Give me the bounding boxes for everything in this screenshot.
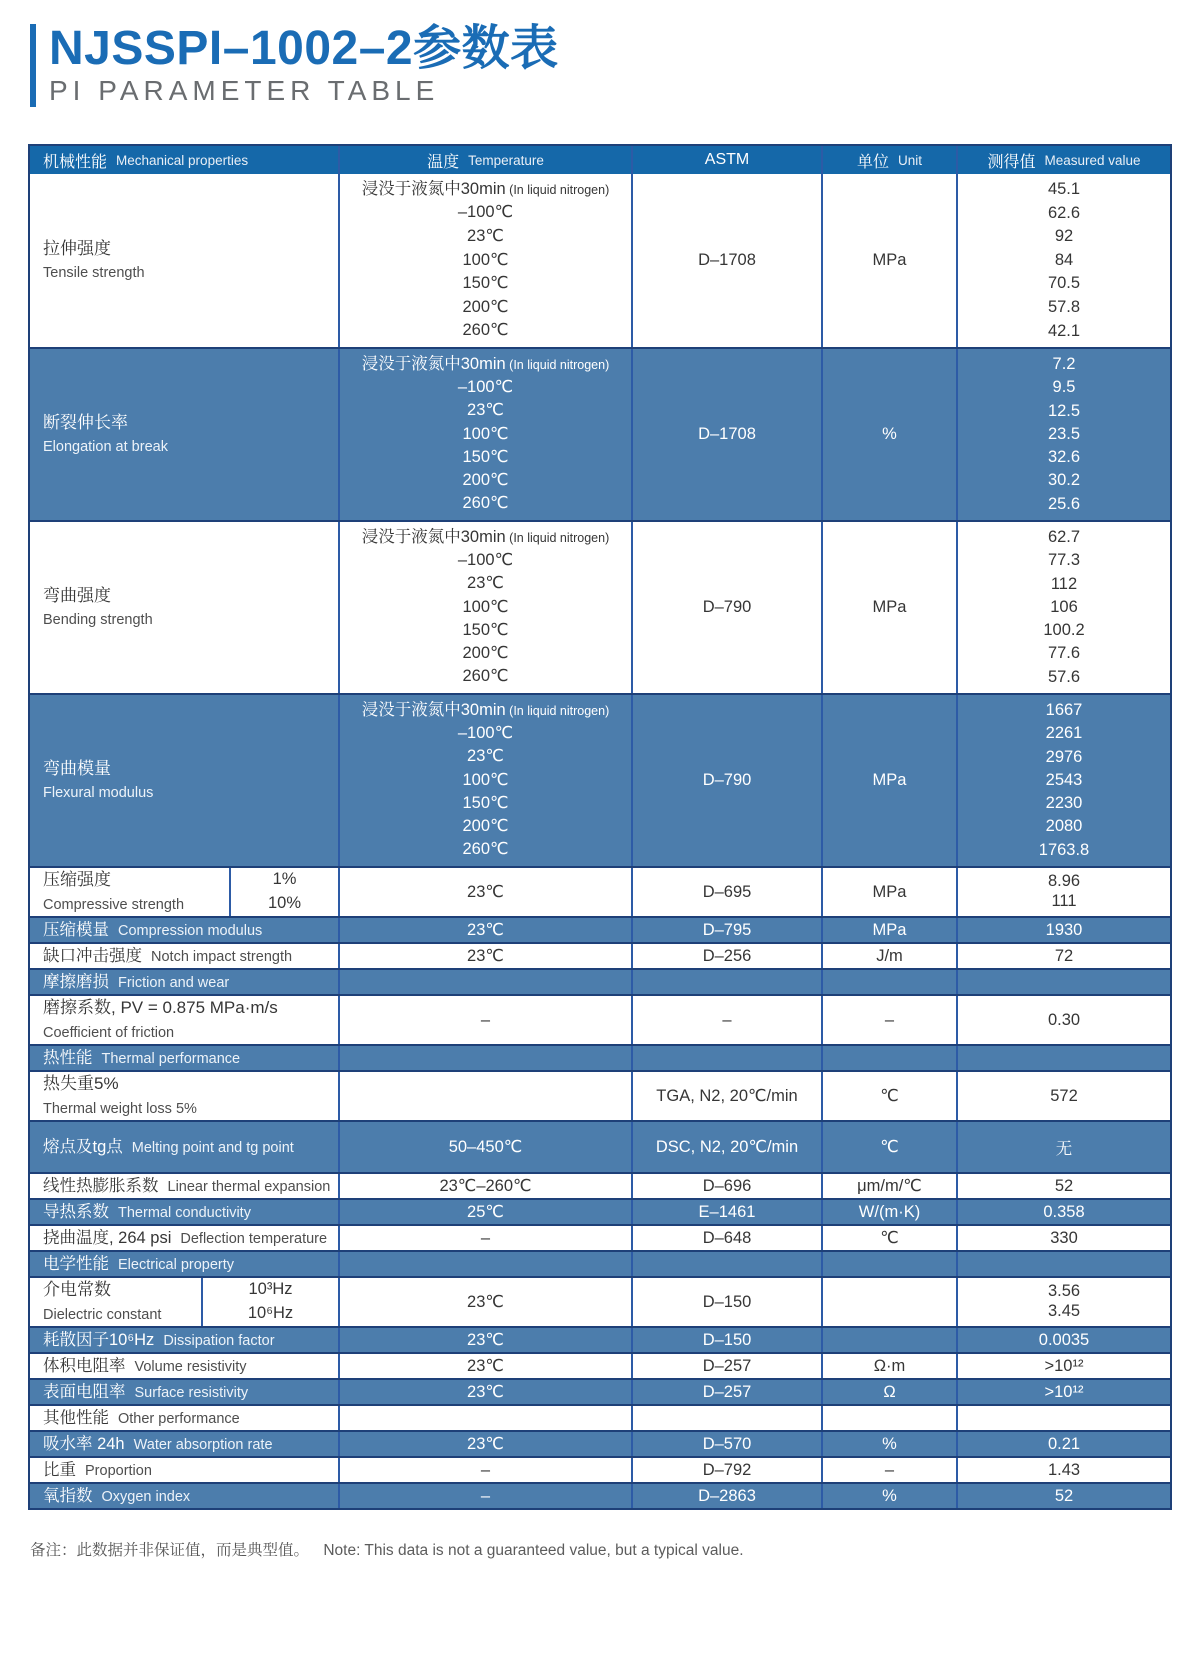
unit-cell: – bbox=[821, 996, 956, 1044]
astm-cell: D–257 bbox=[631, 1354, 821, 1378]
footnote bbox=[30, 1538, 744, 1560]
measured-value-cell: 572 bbox=[956, 1072, 1170, 1120]
measured-value-cell: 1.43 bbox=[956, 1458, 1170, 1482]
astm-cell: D–570 bbox=[631, 1432, 821, 1456]
table-row bbox=[30, 1378, 1170, 1404]
unit-cell: – bbox=[821, 1458, 956, 1482]
temperature-cell: 23℃ bbox=[338, 1432, 631, 1456]
property-cell: 比重 Proportion bbox=[43, 1460, 152, 1479]
table-row bbox=[30, 1044, 1170, 1070]
astm-cell: D–795 bbox=[631, 918, 821, 942]
measured-value-cell: 0.0035 bbox=[956, 1328, 1170, 1352]
table-row bbox=[30, 1482, 1170, 1508]
table-row bbox=[30, 1172, 1170, 1198]
astm-cell: D–1708 bbox=[631, 349, 821, 520]
table-row bbox=[30, 347, 1170, 520]
property-cell: 氧指数 Oxygen index bbox=[43, 1486, 191, 1505]
property-cell: 压缩模量 Compression modulus bbox=[43, 920, 263, 939]
astm-cell: D–648 bbox=[631, 1226, 821, 1250]
property-cell: 摩擦磨损 Friction and wear bbox=[43, 972, 230, 991]
astm-cell: D–790 bbox=[631, 522, 821, 693]
page-subtitle: PI PARAMETER TABLE bbox=[49, 74, 440, 106]
astm-cell: D–695 bbox=[631, 868, 821, 916]
property-cell: 耗散因子10⁶Hz Dissipation factor bbox=[43, 1330, 275, 1349]
property-cell: 导热系数 Thermal conductivity bbox=[43, 1202, 251, 1221]
table-row bbox=[30, 520, 1170, 693]
temperature-cell: 23℃ bbox=[338, 1328, 631, 1352]
unit-cell bbox=[821, 1278, 956, 1326]
table-row bbox=[30, 1326, 1170, 1352]
property-cell: 线性热膨胀系数 Linear thermal expansion bbox=[43, 1176, 331, 1195]
table-row bbox=[30, 174, 1170, 347]
unit-cell bbox=[821, 1328, 956, 1352]
temperature-cell: – bbox=[338, 1484, 631, 1508]
title-block bbox=[30, 24, 559, 107]
unit-cell: μm/m/℃ bbox=[821, 1174, 956, 1198]
measured-value-cell: 1667 2261 2976 2543 2230 2080 1763.8 bbox=[956, 695, 1170, 866]
table-row bbox=[30, 693, 1170, 866]
temperature-cell: 23℃–260℃ bbox=[338, 1174, 631, 1198]
title-accent-bar bbox=[30, 24, 36, 107]
table-row bbox=[30, 1404, 1170, 1430]
header-measured-value: 测得值 Measured value bbox=[956, 146, 1170, 174]
temperature-cell: 23℃ bbox=[338, 1278, 631, 1326]
header-unit: 单位 Unit bbox=[821, 146, 956, 174]
measured-value-cell: 330 bbox=[956, 1226, 1170, 1250]
unit-cell: Ω bbox=[821, 1380, 956, 1404]
temperature-cell bbox=[338, 1406, 631, 1430]
measured-value-cell: 0.30 bbox=[956, 996, 1170, 1044]
astm-cell bbox=[631, 1046, 821, 1070]
measured-value-cell bbox=[956, 1252, 1170, 1276]
unit-cell bbox=[821, 1046, 956, 1070]
unit-cell: ℃ bbox=[821, 1072, 956, 1120]
property-cell: 断裂伸长率 Elongation at break bbox=[43, 412, 168, 456]
astm-cell: D–150 bbox=[631, 1328, 821, 1352]
astm-cell bbox=[631, 1406, 821, 1430]
measured-value-cell: 7.2 9.5 12.5 23.5 32.6 30.2 25.6 bbox=[956, 349, 1170, 520]
temperature-cell: 浸没于液氮中30min (In liquid nitrogen) –100℃ 23℃ 100℃ 150℃ 200℃ 260℃ bbox=[338, 174, 631, 347]
property-cell: 熔点及tg点 Melting point and tg point bbox=[43, 1137, 294, 1156]
measured-value-cell: >10¹² bbox=[956, 1354, 1170, 1378]
page-title: NJSSPI–1002–2参数表 bbox=[49, 22, 559, 75]
measured-value-cell: >10¹² bbox=[956, 1380, 1170, 1404]
astm-cell: D–792 bbox=[631, 1458, 821, 1482]
measured-value-cell bbox=[956, 1406, 1170, 1430]
temperature-cell bbox=[338, 970, 631, 994]
property-cell: 吸水率 24h Water absorption rate bbox=[43, 1434, 273, 1453]
astm-cell: E–1461 bbox=[631, 1200, 821, 1224]
unit-cell: MPa bbox=[821, 868, 956, 916]
property-cell: 表面电阻率 Surface resistivity bbox=[43, 1382, 249, 1401]
header-mechanical-properties: 机械性能 Mechanical properties bbox=[43, 152, 249, 171]
footnote-en: Note: This data is not a guaranteed value, but a typical value. bbox=[323, 1542, 744, 1559]
table-row bbox=[30, 1070, 1170, 1120]
temperature-cell bbox=[338, 1252, 631, 1276]
astm-cell: D–2863 bbox=[631, 1484, 821, 1508]
table-row bbox=[30, 994, 1170, 1044]
temperature-cell: 23℃ bbox=[338, 868, 631, 916]
table-row bbox=[30, 1352, 1170, 1378]
temperature-cell: 23℃ bbox=[338, 1380, 631, 1404]
astm-cell: D–257 bbox=[631, 1380, 821, 1404]
table-row bbox=[30, 916, 1170, 942]
astm-cell: TGA, N2, 20℃/min bbox=[631, 1072, 821, 1120]
header-astm: ASTM bbox=[631, 146, 821, 174]
astm-cell bbox=[631, 1252, 821, 1276]
temperature-cell: 25℃ bbox=[338, 1200, 631, 1224]
table-row bbox=[30, 1250, 1170, 1276]
property-cell: 弯曲强度 Bending strength bbox=[43, 585, 153, 629]
temperature-cell bbox=[338, 1046, 631, 1070]
unit-cell bbox=[821, 1252, 956, 1276]
measured-value-cell: 72 bbox=[956, 944, 1170, 968]
property-cell: 体积电阻率 Volume resistivity bbox=[43, 1356, 247, 1375]
temperature-cell: 浸没于液氮中30min (In liquid nitrogen) –100℃ 23℃ 100℃ 150℃ 200℃ 260℃ bbox=[338, 695, 631, 866]
table-row bbox=[30, 1198, 1170, 1224]
measured-value-cell: 62.7 77.3 112 106 100.2 77.6 57.6 bbox=[956, 522, 1170, 693]
unit-cell: MPa bbox=[821, 174, 956, 347]
measured-value-cell: 1930 bbox=[956, 918, 1170, 942]
table-row bbox=[30, 866, 1170, 916]
unit-cell: % bbox=[821, 1484, 956, 1508]
property-cell: 其他性能 Other performance bbox=[43, 1408, 240, 1427]
unit-cell: MPa bbox=[821, 918, 956, 942]
table-row bbox=[30, 1224, 1170, 1250]
measured-value-cell: 45.1 62.6 92 84 70.5 57.8 42.1 bbox=[956, 174, 1170, 347]
measured-value-cell: 8.96 111 bbox=[956, 868, 1170, 916]
temperature-cell: 23℃ bbox=[338, 1354, 631, 1378]
property-cell: 电学性能 Electrical property bbox=[43, 1254, 235, 1273]
measured-value-cell: 0.21 bbox=[956, 1432, 1170, 1456]
measured-value-cell bbox=[956, 1046, 1170, 1070]
table-body bbox=[30, 174, 1170, 1508]
property-subcolumn: 1% 10% bbox=[229, 868, 338, 916]
table-header-row bbox=[30, 146, 1170, 174]
unit-cell: J/m bbox=[821, 944, 956, 968]
property-cell: 磨擦系数, PV = 0.875 MPa·m/s Coefficient of friction bbox=[43, 998, 278, 1041]
measured-value-cell: 3.56 3.45 bbox=[956, 1278, 1170, 1326]
header-temperature: 温度 Temperature bbox=[338, 146, 631, 174]
temperature-cell: – bbox=[338, 1226, 631, 1250]
unit-cell: MPa bbox=[821, 522, 956, 693]
temperature-cell: 23℃ bbox=[338, 944, 631, 968]
temperature-cell: 浸没于液氮中30min (In liquid nitrogen) –100℃ 23℃ 100℃ 150℃ 200℃ 260℃ bbox=[338, 349, 631, 520]
unit-cell bbox=[821, 1406, 956, 1430]
astm-cell: – bbox=[631, 996, 821, 1044]
temperature-cell: 浸没于液氮中30min (In liquid nitrogen) –100℃ 23℃ 100℃ 150℃ 200℃ 260℃ bbox=[338, 522, 631, 693]
table-row bbox=[30, 1276, 1170, 1326]
astm-cell: DSC, N2, 20℃/min bbox=[631, 1122, 821, 1172]
measured-value-cell bbox=[956, 970, 1170, 994]
measured-value-cell: 52 bbox=[956, 1174, 1170, 1198]
unit-cell: ℃ bbox=[821, 1226, 956, 1250]
temperature-cell: 50–450℃ bbox=[338, 1122, 631, 1172]
table-row bbox=[30, 1120, 1170, 1172]
astm-cell: D–150 bbox=[631, 1278, 821, 1326]
property-cell: 拉伸强度 Tensile strength bbox=[43, 238, 145, 282]
unit-cell: W/(m·K) bbox=[821, 1200, 956, 1224]
measured-value-cell: 52 bbox=[956, 1484, 1170, 1508]
temperature-cell bbox=[338, 1072, 631, 1120]
footnote-zh: 备注：此数据并非保证值，而是典型值。 bbox=[30, 1542, 310, 1559]
measured-value-cell: 0.358 bbox=[956, 1200, 1170, 1224]
astm-cell: D–696 bbox=[631, 1174, 821, 1198]
temperature-cell: 23℃ bbox=[338, 918, 631, 942]
unit-cell bbox=[821, 970, 956, 994]
table-row bbox=[30, 1430, 1170, 1456]
property-cell: 压缩强度 Compressive strength 1% 10% bbox=[30, 868, 338, 916]
table-row bbox=[30, 968, 1170, 994]
temperature-cell: – bbox=[338, 996, 631, 1044]
astm-cell: D–256 bbox=[631, 944, 821, 968]
unit-cell: % bbox=[821, 1432, 956, 1456]
measured-value-cell: 无 bbox=[956, 1122, 1170, 1172]
property-cell: 弯曲模量 Flexural modulus bbox=[43, 758, 154, 802]
property-subcolumn: 10³Hz 10⁶Hz bbox=[201, 1278, 338, 1326]
table-row bbox=[30, 942, 1170, 968]
astm-cell bbox=[631, 970, 821, 994]
unit-cell: % bbox=[821, 349, 956, 520]
temperature-cell: – bbox=[338, 1458, 631, 1482]
astm-cell: D–1708 bbox=[631, 174, 821, 347]
property-cell: 热性能 Thermal performance bbox=[43, 1048, 241, 1067]
property-cell: 介电常数 Dielectric constant 10³Hz 10⁶Hz bbox=[30, 1278, 338, 1326]
table-row bbox=[30, 1456, 1170, 1482]
astm-cell: D–790 bbox=[631, 695, 821, 866]
property-cell: 热失重5% Thermal weight loss 5% bbox=[43, 1074, 197, 1117]
unit-cell: ℃ bbox=[821, 1122, 956, 1172]
parameter-table bbox=[28, 144, 1172, 1510]
property-cell: 缺口冲击强度 Notch impact strength bbox=[43, 946, 293, 965]
unit-cell: Ω·m bbox=[821, 1354, 956, 1378]
unit-cell: MPa bbox=[821, 695, 956, 866]
property-cell: 挠曲温度, 264 psi Deflection temperature bbox=[43, 1228, 328, 1247]
